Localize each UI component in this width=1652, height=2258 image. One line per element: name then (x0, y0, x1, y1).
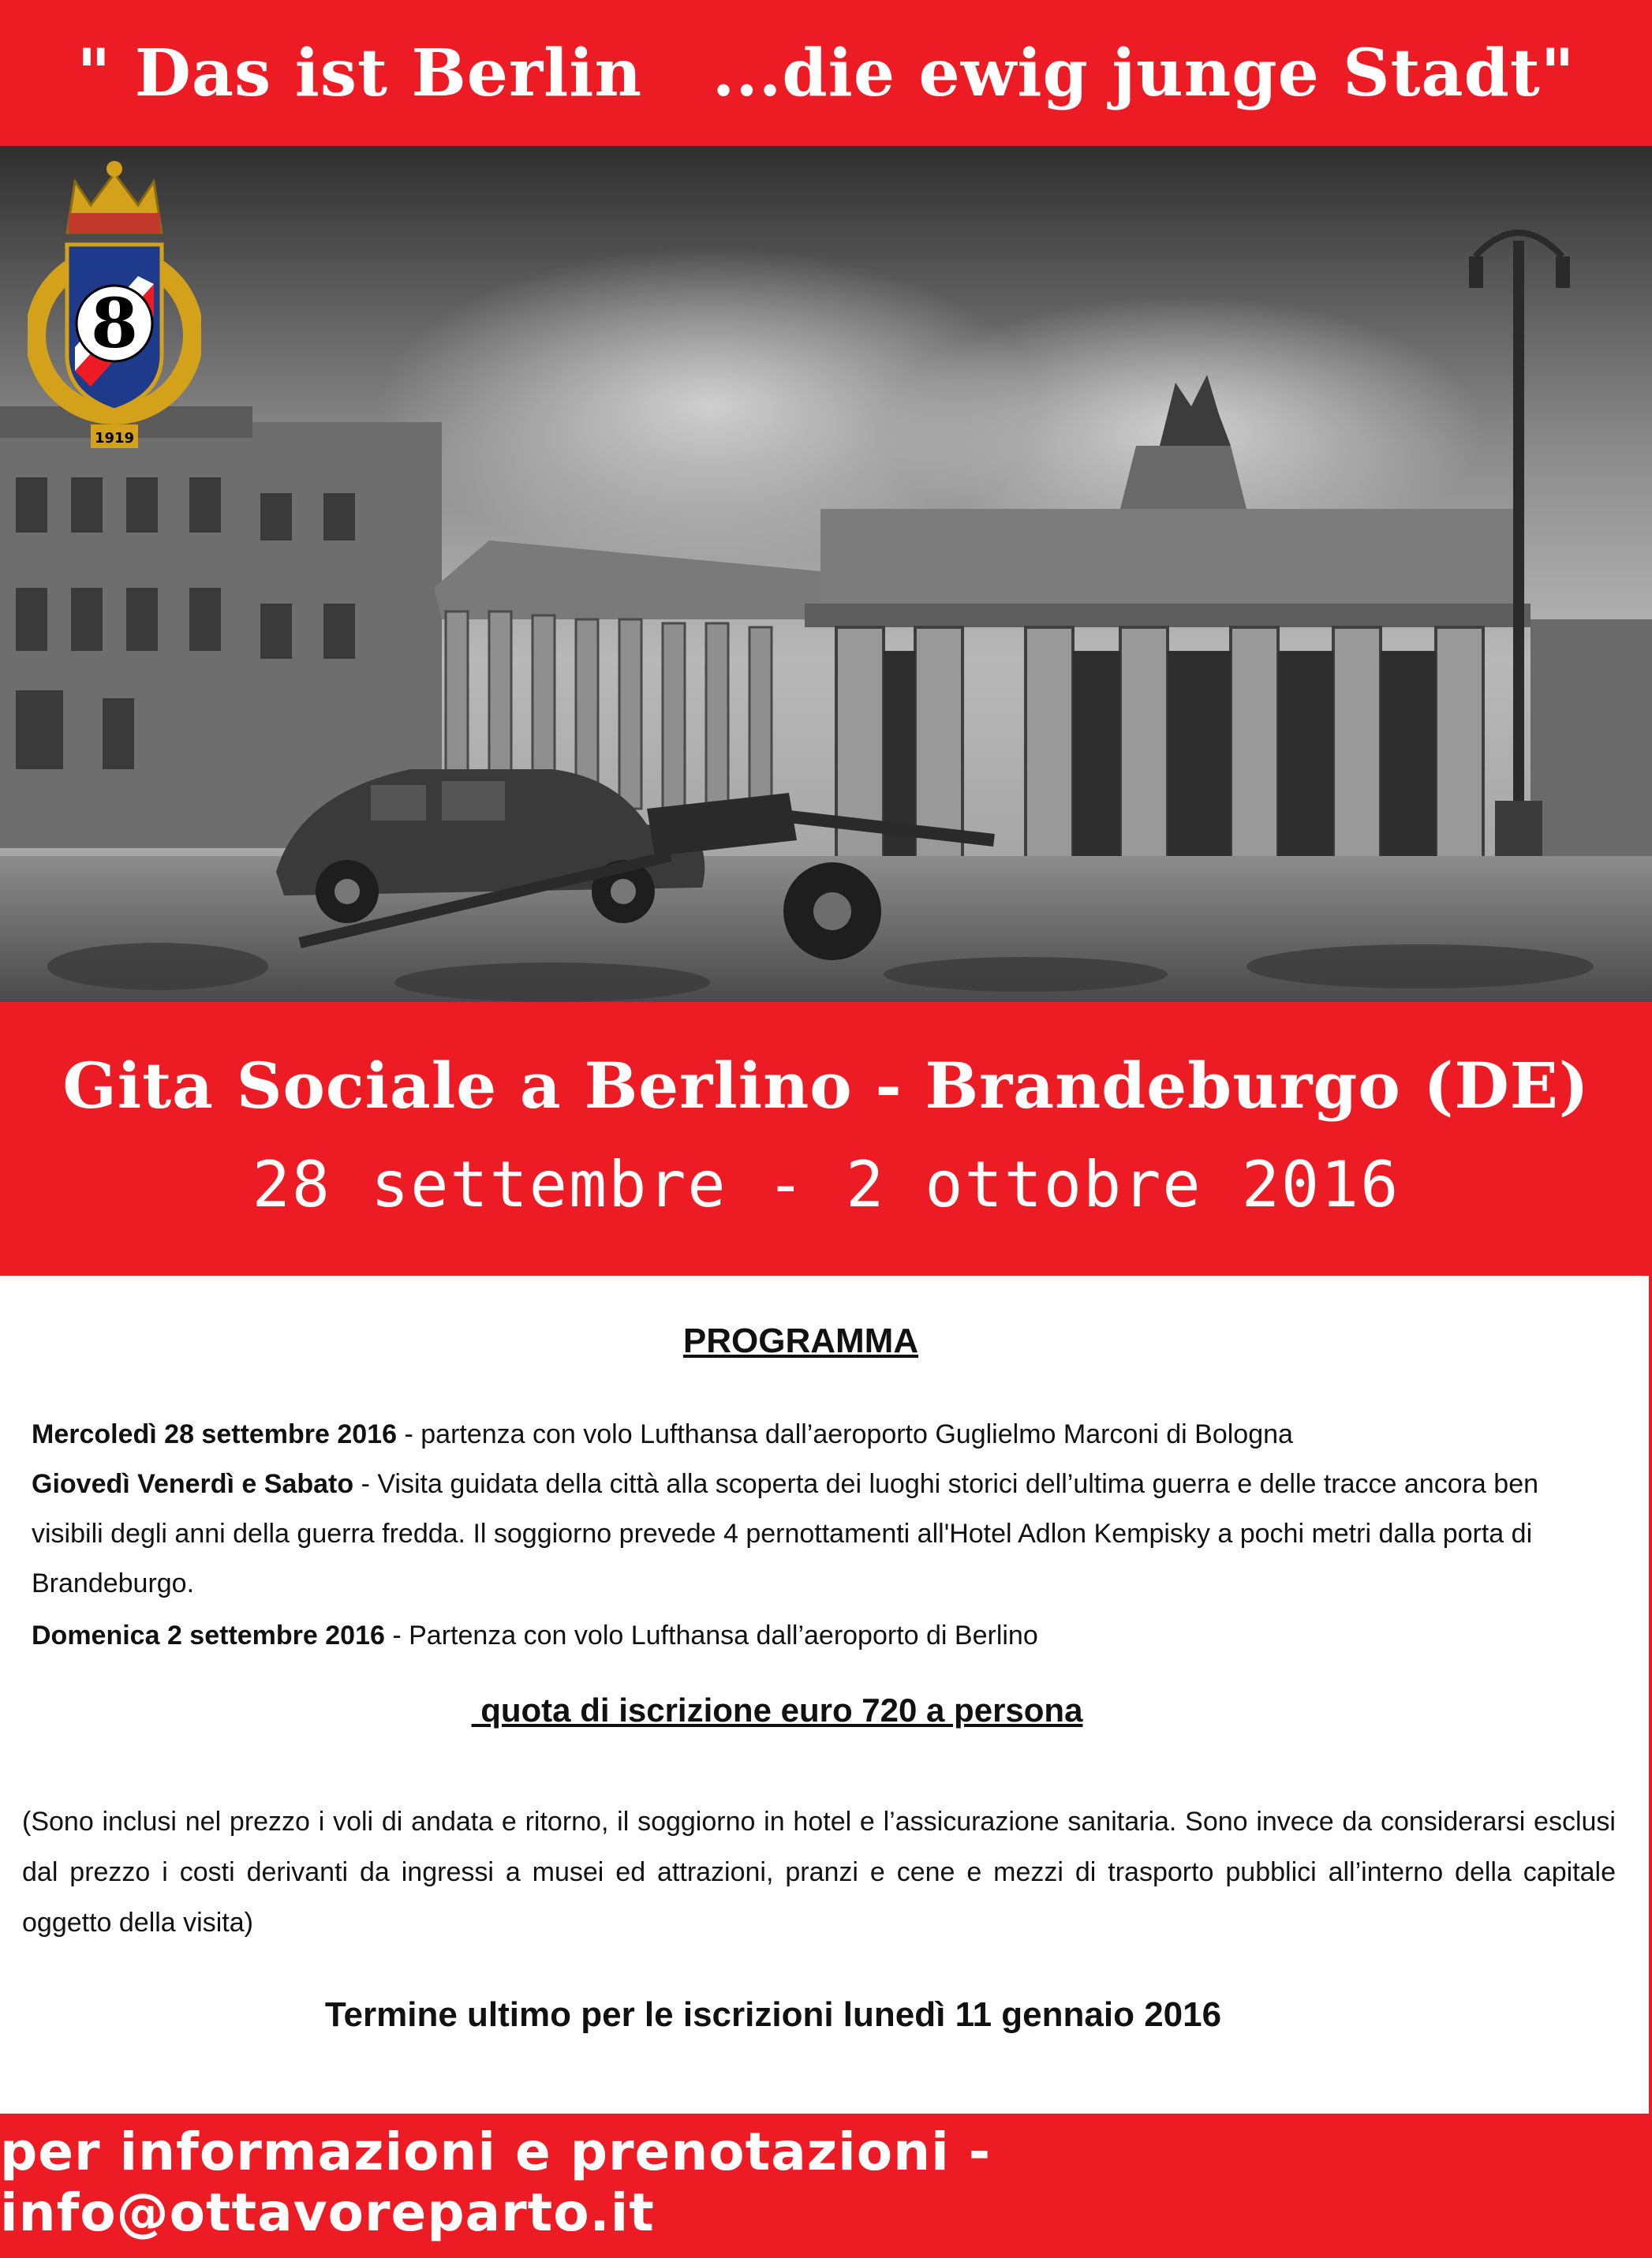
program-day: Domenica 2 settembre 2016 (32, 1621, 385, 1651)
header-band (0, 0, 1652, 146)
trip-title-band (0, 1002, 1652, 1276)
program-item-thursday-saturday (32, 1460, 1617, 1609)
regiment-emblem (28, 158, 201, 458)
program-heading: PROGRAMMA (682, 1322, 919, 1360)
brandenburg-gate-photo (0, 146, 1652, 1002)
program-text: - partenza con volo Lufthansa dall’aeroporto Guglielmo Marconi di Bologna (397, 1419, 1293, 1449)
trip-dates: 28 settembre - 2 ottobre 2016 (252, 1148, 1400, 1221)
registration-deadline: Termine ultimo per le iscrizioni lunedì 11 gennaio 2016 (324, 1995, 1222, 2034)
trip-title: Gita Sociale a Berlino - Brandeburgo (DE) (62, 1049, 1590, 1123)
poster-headline: " Das ist Berlin ...die ewig junge Stadt" (77, 35, 1575, 111)
price-note: (Sono inclusi nel prezzo i voli di andata e ritorno, il soggiorno in hotel e l’assicurazione sanitaria. Sono invece da considerarsi esclusi dal prezzo i costi derivanti da ingressi a musei ed attrazioni, pranzi e cene e mezzi di trasporto pubblici all’interno della capitale oggetto della visita) (22, 1807, 1616, 1938)
price-line: quota di iscrizione euro 720 a persona (471, 1692, 1083, 1729)
program-content (0, 1276, 1652, 2114)
program-day: Giovedì Venerdì e Sabato (32, 1469, 354, 1499)
program-item-wednesday (32, 1410, 1617, 1460)
footer-band (0, 2114, 1652, 2258)
emblem-number: 8 (91, 284, 138, 364)
contact-line: per informazioni e prenotazioni - info@ottavoreparto.it (0, 2121, 992, 2243)
program-item-sunday (32, 1611, 1617, 1661)
program-text: - Visita guidata della città alla scoperta dei luoghi storici dell’ultima guerra e delle tracce ancora ben visibili degli anni della guerra fredda. Il soggiorno prevede 4 pernottamenti all'Hotel Adlon Kempisky a pochi metri dalla porta di Brandeburgo. (32, 1469, 1539, 1598)
program-day: Mercoledì 28 settembre 2016 (32, 1419, 398, 1449)
emblem-year: 1919 (94, 430, 135, 447)
program-text: - Partenza con volo Lufthansa dall’aeroporto di Berlino (384, 1621, 1038, 1651)
